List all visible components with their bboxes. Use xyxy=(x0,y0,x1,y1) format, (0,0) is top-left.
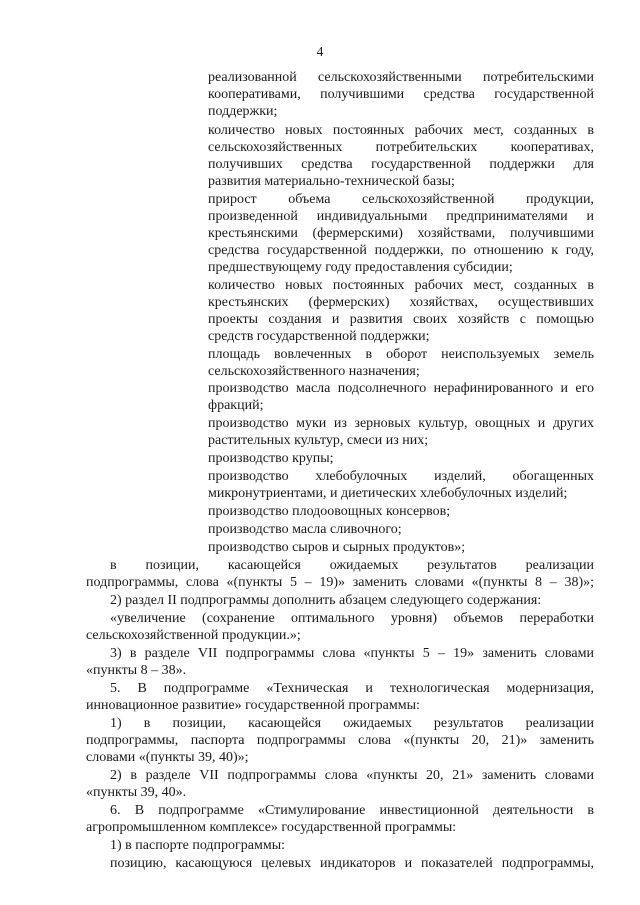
text-line: производство муки из зерновых культур, овощных и других xyxy=(208,416,594,431)
text-line: 2) раздел II подпрограммы дополнить абзацем следующего содержания: xyxy=(110,593,542,608)
text-line: в позиции, касающейся ожидаемых результатов реализации xyxy=(110,558,594,573)
text-line: позицию, касающуюся целевых индикаторов и показателей подпрограммы, xyxy=(110,856,594,871)
text-line: агропромышленном комплексе» государственной программы: xyxy=(86,820,457,835)
text-line: крестьянских (фермерских) хозяйствах, осуществивших xyxy=(208,295,594,310)
text-line: крестьянскими (фермерскими) хозяйствами, получившими xyxy=(208,226,594,241)
text-line: прирост объема сельскохозяйственной продукции, xyxy=(208,192,594,207)
text-line: производство масла сливочного; xyxy=(208,522,402,537)
text-line: подпрограммы, слова «(пункты 5 – 19)» заменить словами «(пункты 8 – 38)»; xyxy=(86,575,594,590)
text-line: подпрограммы, паспорта подпрограммы слова «(пункты 20, 21)» заменить xyxy=(86,733,594,748)
text-line: 2) в разделе VII подпрограммы слова «пункты 20, 21» заменить словами xyxy=(110,768,594,783)
text-line: произведенной индивидуальными предпринимателями и xyxy=(208,209,594,224)
text-line: производство плодоовощных консервов; xyxy=(208,504,451,519)
text-line: «пункты 39, 40». xyxy=(86,785,187,800)
text-line: производство сыров и сырных продуктов»; xyxy=(208,540,466,555)
text-line: поддержки; xyxy=(208,104,278,119)
text-line: «пункты 8 – 38». xyxy=(86,663,187,678)
page-number: 4 xyxy=(316,44,324,59)
text-line: словами «(пункты 39, 40)»; xyxy=(86,750,249,765)
text-line: 5. В подпрограмме «Техническая и технологическая модернизация, xyxy=(110,681,594,696)
text-line: производство крупы; xyxy=(208,451,334,466)
text-line: предшествующему году предоставления субсидии; xyxy=(208,260,513,275)
text-line: сельскохозяйственной продукции.»; xyxy=(86,628,301,643)
text-line: инновационное развитие» государственной программы: xyxy=(86,698,420,713)
text-line: 1) в позиции, касающейся ожидаемых результатов реализации xyxy=(110,716,594,731)
text-line: средства государственной поддержки, по отношению к году, xyxy=(208,243,594,258)
text-line: сельскохозяйственных потребительских кооперативах, xyxy=(208,140,594,155)
text-line: производство масла подсолнечного нерафинированного и его xyxy=(208,381,594,396)
text-line: фракций; xyxy=(208,398,264,413)
text-line: площадь вовлеченных в оборот неиспользуемых земель xyxy=(208,347,594,362)
text-line: кооперативами, получившими средства государственной xyxy=(208,87,594,102)
text-line: развития материально-технической базы; xyxy=(208,174,455,189)
text-line: реализованной сельскохозяйственными потребительскими xyxy=(208,70,594,85)
text-line: 6. В подпрограмме «Стимулирование инвестиционной деятельности в xyxy=(110,803,594,818)
text-line: проекты создания и развития своих хозяйств с помощью xyxy=(208,312,594,327)
text-line: средств государственной поддержки; xyxy=(208,329,430,344)
text-line: «увеличение (сохранение оптимального уровня) объемов переработки xyxy=(110,611,594,626)
text-line: микронутриентами, и диетических хлебобулочных изделий; xyxy=(208,486,568,501)
text-line: количество новых постоянных рабочих мест, созданных в xyxy=(208,278,594,293)
text-line: получивших средства государственной поддержки для xyxy=(208,157,594,172)
text-line: растительных культур, смеси из них; xyxy=(208,433,429,448)
text-line: количество новых постоянных рабочих мест, созданных в xyxy=(208,123,594,138)
text-line: 3) в разделе VII подпрограммы слова «пункты 5 – 19» заменить словами xyxy=(110,646,594,661)
text-line: производство хлебобулочных изделий, обогащенных xyxy=(208,469,594,484)
text-line: сельскохозяйственного назначения; xyxy=(208,364,420,379)
text-line: 1) в паспорте подпрограммы: xyxy=(110,838,286,853)
